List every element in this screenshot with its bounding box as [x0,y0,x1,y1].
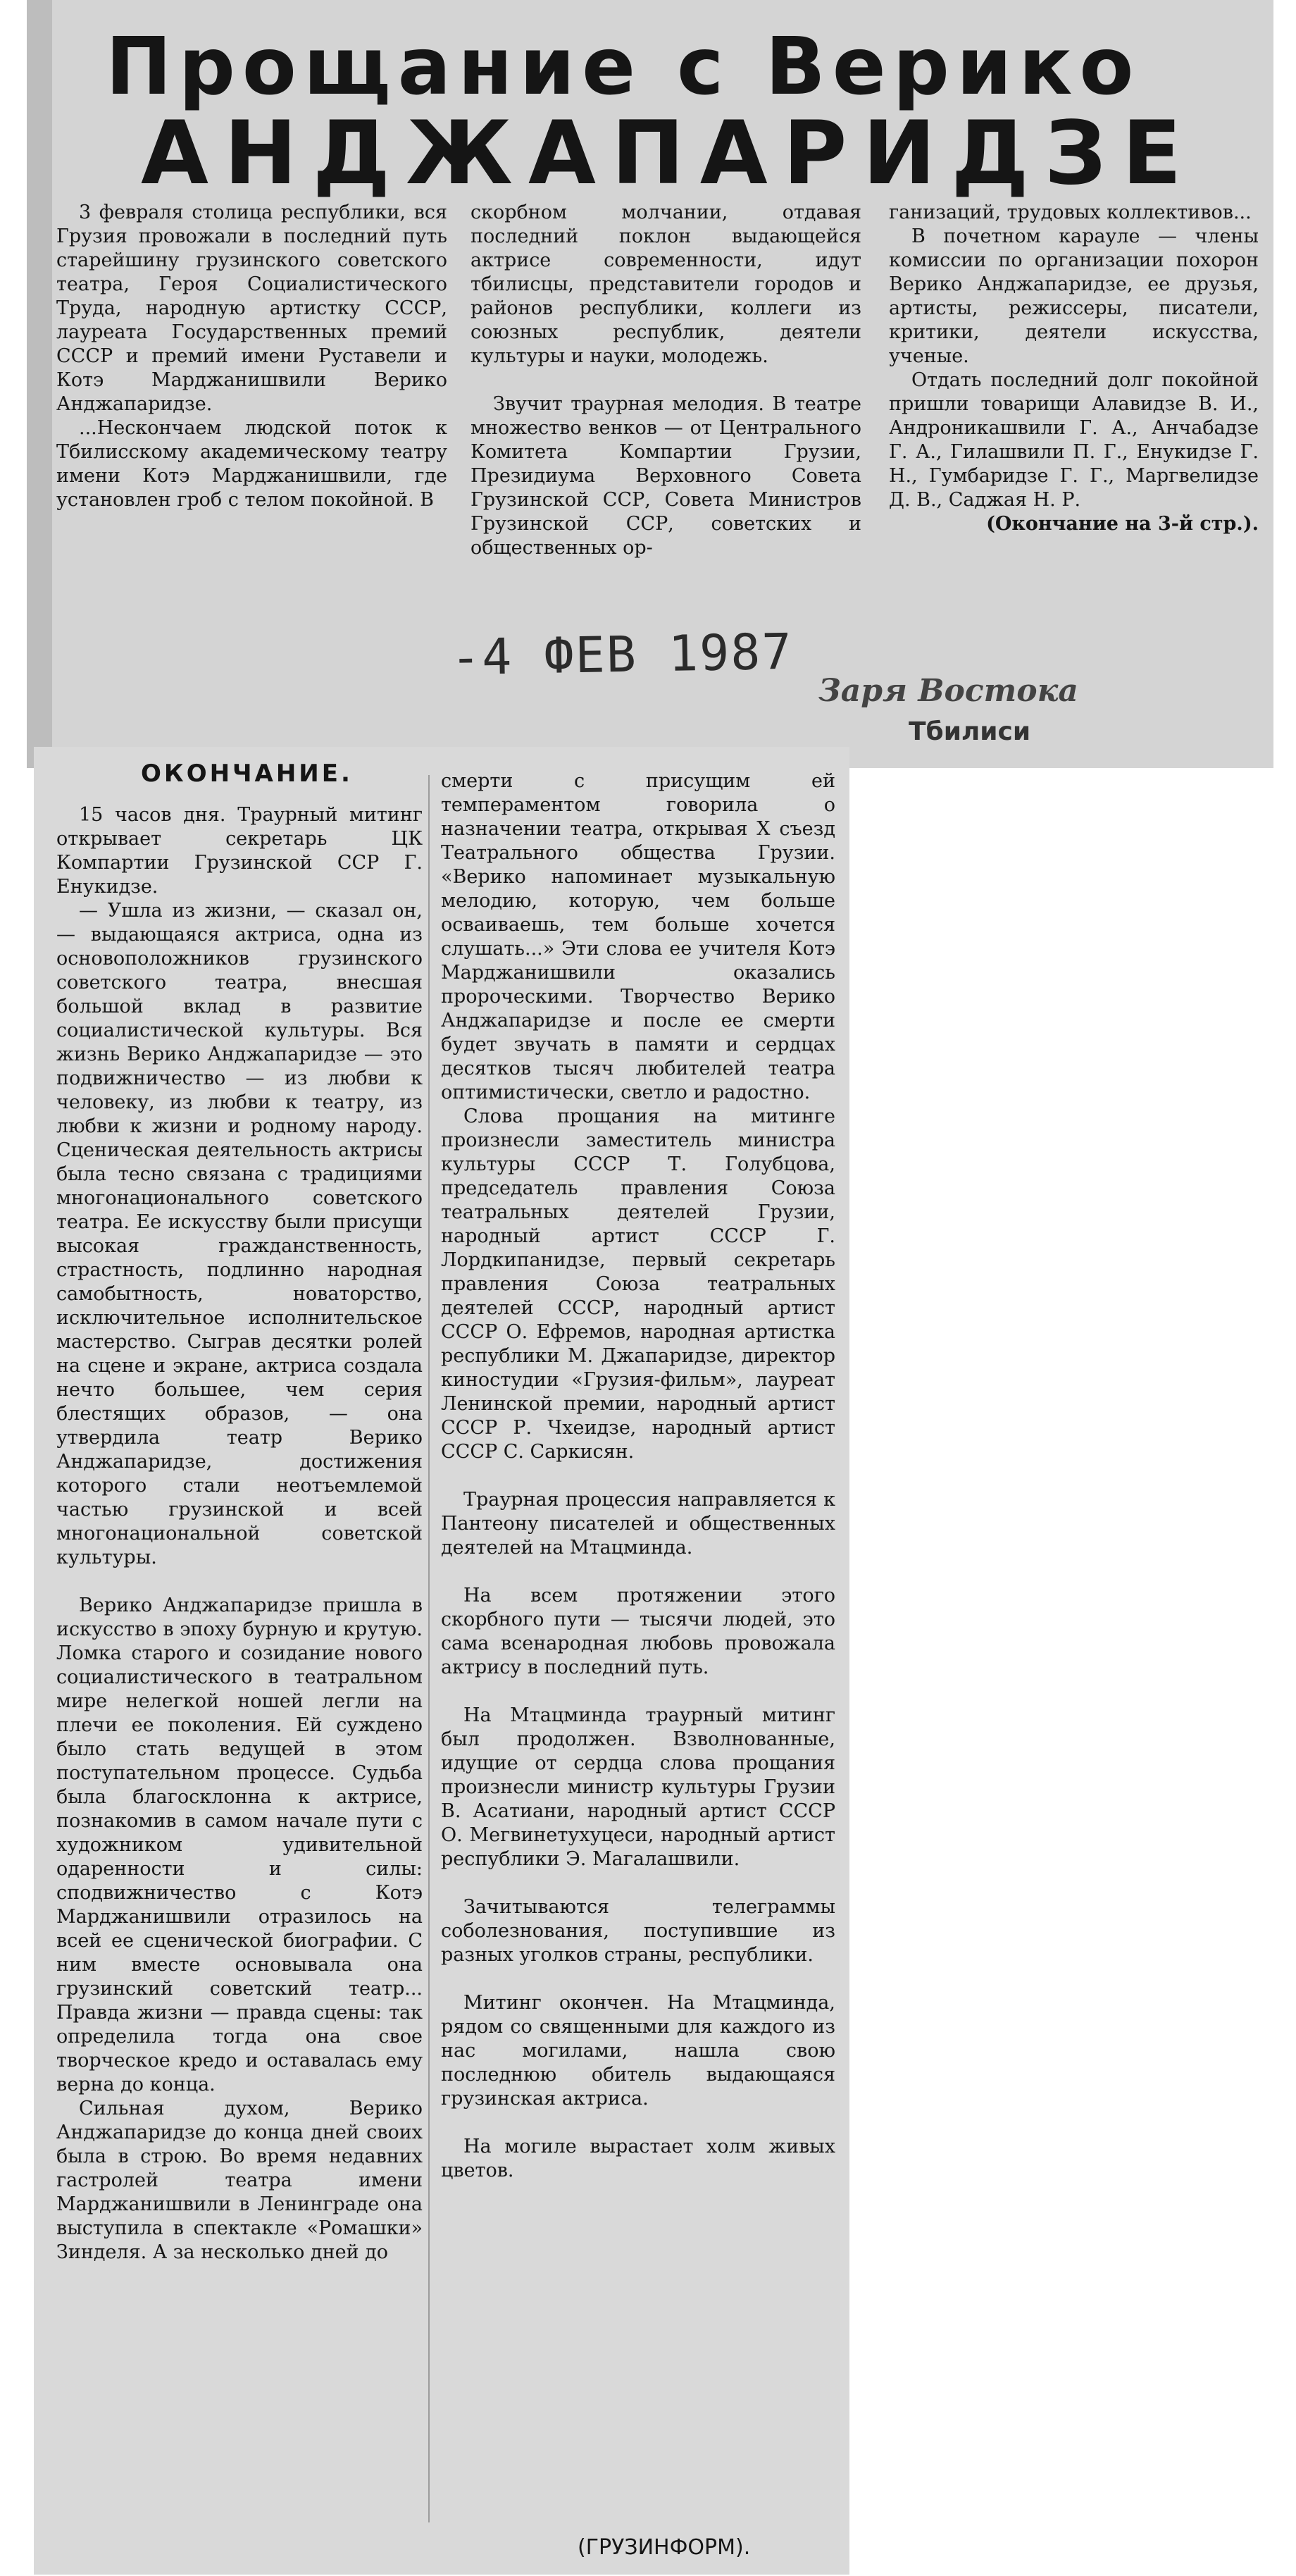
paragraph: Слова прощания на митинге произнесли заместитель министра культуры СССР Т. Голубцова, председатель правления Союза театральных деятелей Грузии, народный артист СССР Г. Лордкипанидзе, первый секретарь правления Союза театральных деятелей СССР, народный артист СССР О. Ефремов, народная артистка республики М. Джапаридзе, директор киностудии «Грузия-фильм», лауреат Ленинской премии, народный артист СССР Р. Чхеидзе, народный артист СССР С. Саркисян. [441,1106,835,1463]
clipping-edge-shadow [27,0,52,768]
paragraph: Зачитываются телеграммы соболезнования, поступившие из разных уголков страны, республики. [441,1896,835,1966]
paragraph: Траурная процессия направляется к Пантеону писателей и общественных деятелей на Мтацминда. [441,1489,835,1559]
paragraph: смерти с присущим ей темпераментом говорила о назначении театра, открывая X съезд Театрального общества Грузии. «Верико напоминает музыкальную мелодию, которую, чем больше осваиваешь, тем больше хочется слушать...» Эти слова ее учителя Котэ Марджанишвили оказались пророческими. Творчество Верико Анджапаридзе и после ее смерти будет звучать в памяти и сердцах десятков тысяч любителей театра оптимистически, светло и радостно. [441,770,835,1103]
paragraph: В почетном карауле — члены комиссии по организации похорон Верико Анджапаридзе, ее друзья, артисты, режиссеры, писатели, критики, деятели искусства, ученые. [889,225,1259,367]
paragraph: Отдать последний долг покойной пришли товарищи Алавидзе В. И., Андроникашвили Г. А., Анчабадзе Г. А., Гилашвили П. Г., Енукидзе Г. Н., Гумбаридзе Г. Г., Маргвелидзе Д. В., Саджая Н. Р. [889,369,1259,511]
paragraph: На могиле вырастает холм живых цветов. [441,2136,835,2181]
paragraph: На всем протяжении этого скорбного пути — тысячи людей, это сама всенародная любовь провожала актрису в последний путь. [441,1585,835,1678]
continuation-title: ОКОНЧАНИЕ. [141,760,353,788]
headline-line2: АНДЖАПАРИДЗЕ [141,103,1197,204]
paragraph: 3 февраля столица республики, вся Грузия провожали в последний путь старейшину грузинского советского театра, Героя Социалистического Труда, народную артистку СССР, лауреата Государственных премий СССР и премий имени Руставели и Котэ Марджанишвили Верико Анджапаридзе. [56,202,447,415]
paragraph: Звучит траурная мелодия. В театре множество венков — от Центрального Комитета Компартии Грузии, Президиума Верховного Совета Грузинской ССР, Совета Министров Грузинской ССР, советских и общественных ор- [471,393,861,559]
paragraph: — Ушла из жизни, — сказал он, — выдающаяся актриса, одна из основоположников грузинского советского театра, внесшая большой вклад в развитие социалистической культуры. Вся жизнь Верико Анджапаридзе — это подвижничество — из любви к человеку, из любви к театру, из любви к жизни и родному народу. Сценическая деятельность актрисы была тесно связана с традициями многонационального советского театра. Ее искусству были присущи высокая гражданственность, страстность, подлинно народная самобытность, новаторство, исключительное исполнительское мастерство. Сыграв десятки ролей на сцене и экране, актриса создала нечто большее, чем серия блестящих образов, — она утвердила театр Верико Анджапаридзе, достижения которого стали неотъемлемой частью грузинской и всей многонациональной советской культуры. [56,900,423,1568]
lead-column-1 [56,201,447,512]
headline-line1: Прощание с Верико [106,21,1141,113]
city-stamp: Тбилиси [909,717,1031,746]
paragraph: 15 часов дня. Траурный митинг открывает секретарь ЦК Компартии Грузинской ССР Г. Енукидзе. [56,804,423,898]
paragraph: На Мтацминда траурный митинг был продолжен. Взволнованные, идущие от сердца слова прощания произнесли министр культуры Грузии В. Асатиани, народный артист СССР О. Мегвинетухуцеси, народный артист республики Э. Магалашвили. [441,1704,835,1870]
column-divider [428,775,430,2522]
paragraph: Митинг окончен. На Мтацминда, рядом со священными для каждого из нас могилами, нашла свою последнюю обитель выдающаяся грузинская актриса. [441,1992,835,2110]
date-stamp: -4 ФЕВ 1987 [450,622,794,687]
continuation-note: (Окончание на 3-й стр.). [986,513,1259,535]
paragraph: Верико Анджапаридзе пришла в искусство в эпоху бурную и крутую. Ломка старого и созидание нового социалистического в театральном мире нелегкой ношей легли на плечи ее поколения. Ей суждено было стать ведущей в этом поступательном процессе. Судьба была благосклонна к актрисе, познакомив в самом начале пути с художником удивительной одаренности и силы: сподвижничество с Котэ Марджанишвили отразилось на всей ее сценической биографии. С ним вместе основывала она грузинский советский театр... Правда жизни — правда сцены: так определила тогда она свое творческое кредо и оставалась ему верна до конца. [56,1594,423,2095]
news-agency-source: (ГРУЗИНФОРМ). [578,2535,751,2560]
paragraph: Сильная духом, Верико Анджапаридзе до конца дней своих была в строю. Во время недавних гастролей театра имени Марджанишвили в Ленинграде она выступила в спектакле «Ромашки» Зинделя. А за несколько дней до [56,2098,423,2263]
paragraph: ганизаций, трудовых коллективов... [889,202,1252,223]
lead-column-2 [471,201,861,560]
paragraph: скорбном молчании, отдавая последний поклон выдающейся актрисе современности, идут тбилисцы, представители городов и районов республики, коллеги из союзных республик, деятели культуры и науки, молодежь. [471,202,861,367]
lead-column-3 [889,201,1259,536]
continuation-left-column [56,803,423,2265]
continuation-right-column [441,769,835,2183]
paragraph: ...Нескончаем людской поток к Тбилисскому академическому театру имени Котэ Марджанишвили, где установлен гроб с телом покойной. В [56,417,447,511]
newspaper-stamp: Заря Востока [818,673,1078,709]
